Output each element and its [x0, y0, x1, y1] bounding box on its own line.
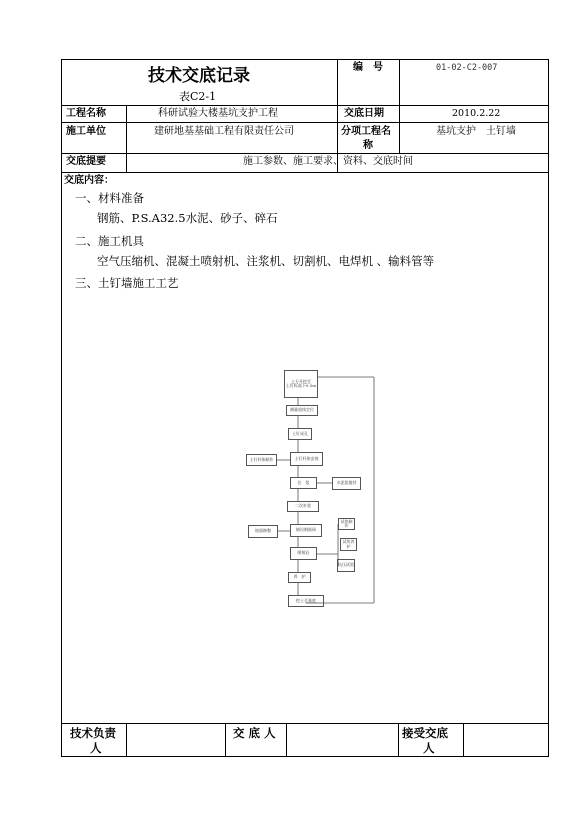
flow-step-curing: 养 护 [288, 572, 311, 583]
form-number-code: 表C2-1 [179, 90, 217, 103]
materials-text: 钢筋、P.S.A32.5水泥、砂子、碎石 [97, 211, 278, 225]
flow-side-sample-making: 试块制作 [338, 518, 355, 530]
section-materials: 一、材料准备 [75, 191, 144, 205]
subitem-value: 基坑支护 土钉墙 [436, 126, 516, 137]
flow-side-sample-curing: 试块养护 [340, 538, 357, 551]
project-name-label: 工程名称 [66, 108, 106, 119]
flow-step-regrouting: 二次补浆 [287, 501, 319, 512]
flow-step-mesh: 铺设钢筋网 [290, 524, 322, 537]
rule [463, 723, 464, 757]
receiver-label-line1: 接受交底 [402, 726, 448, 740]
rule [61, 723, 549, 724]
flow-step-install-rod: 土钉杆体安放 [290, 452, 323, 466]
flow-side-rod-fabrication: 土钉杆体制作 [246, 454, 277, 466]
tech-lead-label-line2: 人 [90, 741, 102, 755]
subitem-label-line1: 分项工程名 [341, 126, 391, 137]
flow-step-drill: 土钉成孔 [288, 428, 312, 440]
flow-step-shotcrete: 喷射砼 [290, 547, 317, 560]
flow-side-slope-trim: 坡面修整 [248, 525, 278, 538]
subitem-label-line2: 称 [363, 140, 373, 151]
disclosure-date-label: 交底日期 [344, 108, 384, 119]
construction-unit-label: 施工单位 [66, 126, 106, 137]
flow-step-survey: 测量放线定位 [286, 405, 318, 416]
tech-lead-label-line1: 技术负责 [70, 726, 116, 740]
rule [61, 153, 549, 154]
number-value: 01-02-C2-007 [436, 63, 498, 73]
summary-value: 施工参数、施工要求、资料、交底时间 [243, 156, 413, 167]
section-machinery: 二、施工机具 [75, 234, 144, 248]
content-heading: 交底内容： [64, 175, 114, 186]
disclosure-date-value: 2010.2.22 [452, 108, 501, 119]
discloser-label: 交 底 人 [233, 726, 276, 740]
machinery-text: 空气压缩机、混凝土喷射机、注浆机、切割机、电焊机 、输料管等 [97, 254, 435, 268]
rule [126, 105, 127, 172]
rule [61, 172, 549, 173]
flow-step-excavate-line1: 土方开挖至 [291, 378, 311, 384]
flow-side-slurry-mixing: 水泥浆搅拌 [332, 477, 361, 490]
flow-step-excavate-line2: 土钉标高下0.5m [285, 383, 317, 388]
form-title: 技术交底记录 [148, 66, 250, 86]
number-label: 编 号 [353, 62, 383, 73]
flow-step-grouting: 注 浆 [290, 477, 317, 489]
section-process: 三、土钉墙施工工艺 [75, 276, 179, 290]
rule [225, 723, 226, 757]
rule [126, 723, 127, 757]
rule [61, 122, 549, 123]
rule [61, 105, 549, 106]
summary-label: 交底提要 [66, 156, 106, 167]
construction-unit-value: 建研地基基础工程有限责任公司 [154, 126, 294, 137]
project-name-value: 科研试验大楼基坑支护工程 [158, 108, 278, 119]
rule [286, 723, 287, 757]
flow-side-compression-test: 抗压试验 [337, 559, 355, 572]
receiver-label-line2: 人 [423, 741, 435, 755]
rule [399, 59, 400, 153]
flow-step-excavate-bottom: 挖土至基底 [288, 595, 324, 607]
flow-step-excavate [284, 370, 318, 398]
rule [398, 723, 399, 757]
